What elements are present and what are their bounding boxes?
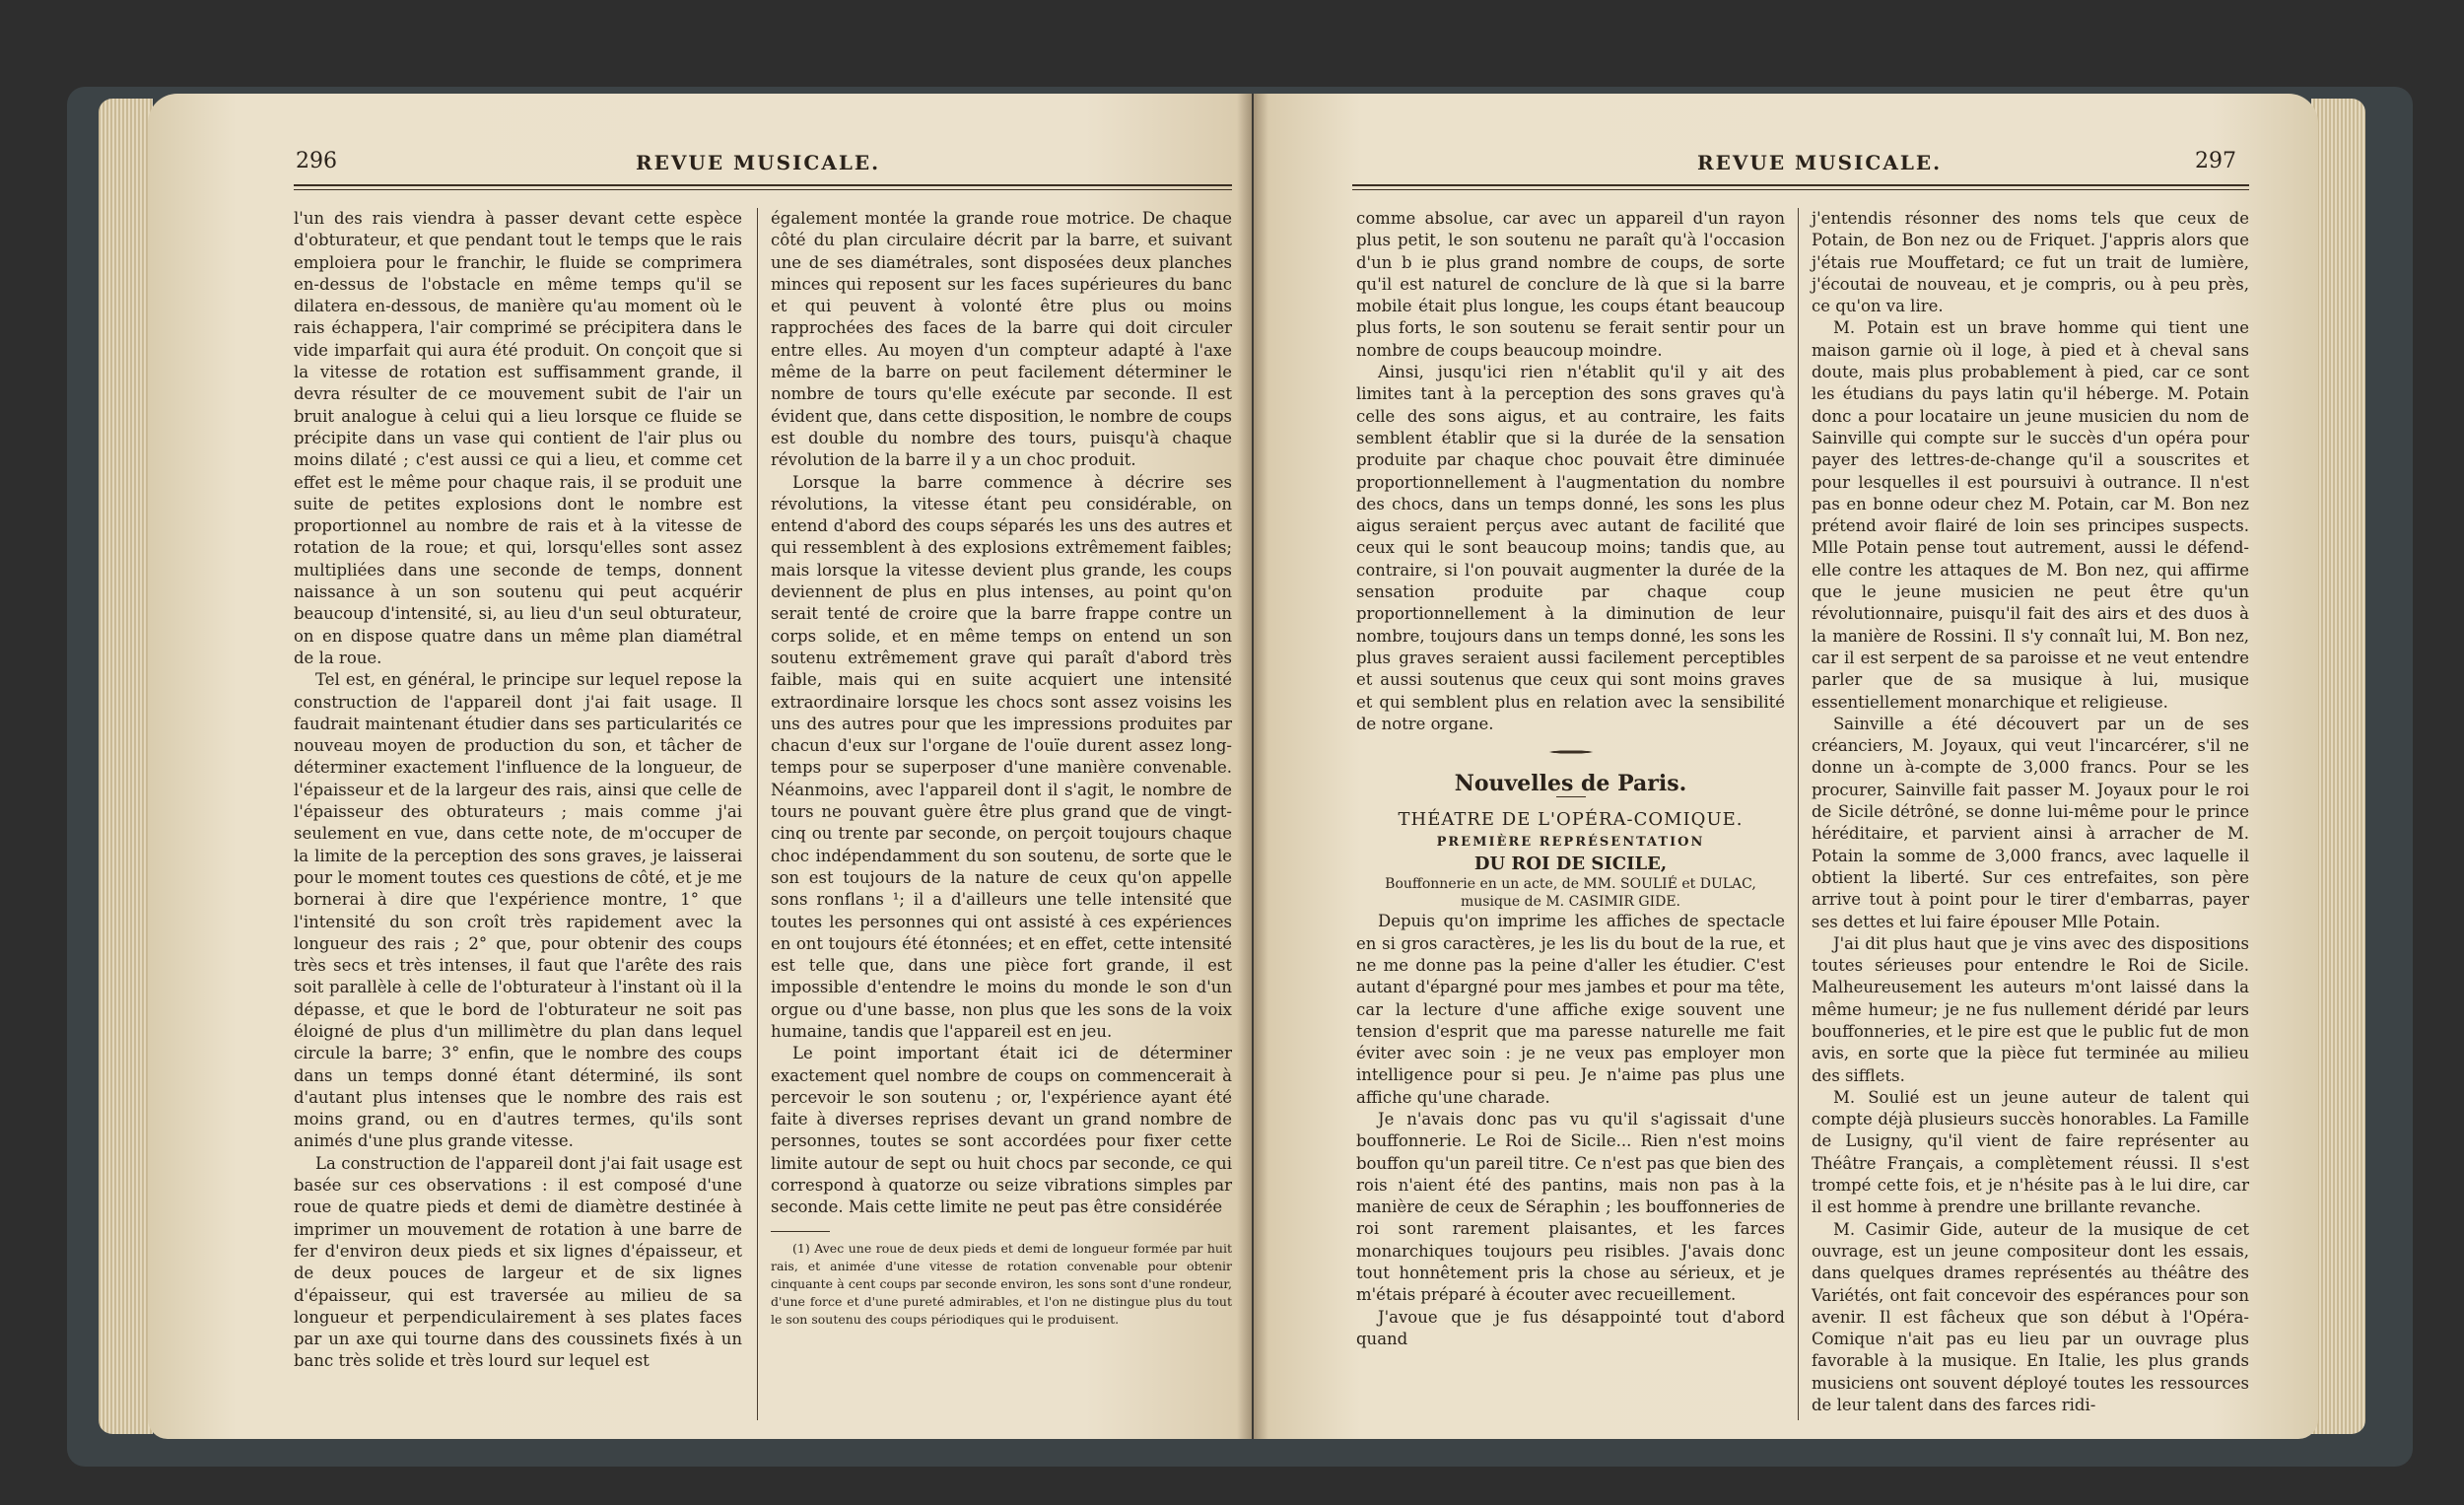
- running-head: REVUE MUSICALE.: [636, 151, 881, 174]
- running-head: REVUE MUSICALE.: [1697, 151, 1943, 174]
- paragraph: comme absolue, car avec un appareil d'un rayon plus petit, le son soutenu ne paraît qu'à l'occasion d'un b ie plus grand nombre de coups, de sorte qu'il est naturel de conclure de là que si la barre mobile était plus longue, les coups étant beaucoup plus forts, le son soutenu se ferait sentir pour un nombre de coups beaucoup moindre.: [1356, 209, 1785, 360]
- paragraph: La construction de l'appareil dont j'ai fait usage est basée sur ces observations : il est composé d'une roue de quatre pieds et demi de diamètre destinée à imprimer un mouvement de rotation à une barre de fer d'environ deux pieds et six lignes d'épaisseur, et de deux pouces de largeur et de six lignes d'épaisseur, qui est traversée au milieu de sa longueur et perpendiculairement à ses plates faces par un axe qui tourne dans des coussinets fixés à un banc très solide et très lourd sur lequel est: [294, 1153, 742, 1371]
- paragraph: Tel est, en général, le principe sur lequel repose la construction de l'appareil dont j'ai fait usage. Il faudrait maintenant étudier dans ses particularités ce nouveau moyen de production du son, et tâcher de déterminer exactement l'influence de la longueur, de l'épaisseur et de la largeur des rais, ainsi que celle de l'épaisseur des obturateurs ; mais comme j'ai seulement en vue, dans cette note, de m'occuper de la limite de la perception des sons graves, je laisserai pour le moment toutes ces questions de côté, et je me bornerai à dire que l'expérience montre, 1° que l'intensité du son croît très rapidement avec la longueur des rais ; 2° que, pour obtenir des coups très secs et très intenses, il faut que l'arête des rais soit parallèle à celle de l'obturateur à l'instant où il la dépasse, et que le bord de l'obturateur ne soit pas éloigné de plus d'un millimètre du plan dans lequel circule la barre; 3° enfin, que le nombre des coups dans un temps donné étant déterminé, ils sont d'autant plus intenses que le nombre des rais est moins grand, ou en d'autres termes, qu'ils sont animés d'une plus grande vitesse.: [294, 670, 742, 1151]
- column-divider: [1798, 208, 1799, 1420]
- paragraph: Le point important était ici de déterminer exactement quel nombre de coups on commencerait à percevoir le son soutenu ; or, l'expérience ayant été faite à diverses reprises devant un grand nombre de personnes, toutes se sont accordées pour fixer cette limite autour de sept ou huit chocs par seconde, ce qui correspond à quatorze ou seize vibrations simples par seconde. Mais cette limite ne peut pas être considérée: [771, 1044, 1232, 1217]
- paragraph: l'un des rais viendra à passer devant cette espèce d'obturateur, et que pendant tout le temps que le rais emploiera pour le franchir, le fluide se comprimera en-dessus de l'obstacle en même temps qu'il se dilatera en-dessous, de manière qu'au moment où le rais échappera, l'air comprimé se précipitera dans le vide imparfait qui aura été produit. On conçoit que si la vitesse de rotation est suffisamment grande, il devra résulter de ce mouvement subit de l'air un bruit analogue à celui qui a lieu lorsque ce fluide se précipite dans un vase qui contient de l'air plus ou moins dilaté ; c'est aussi ce qui a lieu, et comme cet effet est le même pour chaque rais, il se produit une suite de petites explosions dont le nombre est proportionnel au nombre de rais et à la vitesse de rotation de la roue; et qui, lorsqu'elles sont assez multipliées dans une seconde de temps, donnent naissance à un son soutenu qui peut acquérir beaucoup d'intensité, si, au lieu d'un seul obturateur, on en dispose quatre dans un même plan diamétral de la roue.: [294, 209, 742, 667]
- left-page: [148, 94, 1252, 1439]
- paragraph: Lorsque la barre commence à décrire ses révolutions, la vitesse étant peu considérable, on entend d'abord des coups séparés les uns des autres et qui ressemblent à des explosions extrêmement faibles; mais lorsque la vitesse devient plus grande, les coups deviennent de plus en plus intenses, au point qu'on serait tenté de croire que la barre frappe contre un corps solide, et en même temps on entend un son soutenu extrêmement grave qui paraît d'abord très faible, mais qui en suite acquiert une intensité extraordinaire lorsque les chocs sont assez voisins les uns des autres pour que les impressions produites par chacun d'eux sur l'organe de l'ouïe durent assez long-temps pour se superposer d'une manière convenable. Néanmoins, avec l'appareil dont il s'agit, le nombre de tours ne pouvant guère être plus grand que de vingt-cinq ou trente par seconde, on perçoit toujours chaque choc indépendamment du son soutenu, de sorte que le son est toujours de la nature de ceux qu'on appelle sons ronflans ¹; il a d'ailleurs une telle intensité que toutes les personnes qui ont assisté à ces expériences en ont toujours été étonnées; et en effet, cette intensité est telle que, dans une pièce fort grande, il est impossible d'entendre le moins du monde le son d'un orgue ou d'une basse, non plus que les sons de la voix humaine, tandis que l'appareil est en jeu.: [771, 472, 1232, 1041]
- book-gutter: [1237, 94, 1268, 1439]
- paragraph: également montée la grande roue motrice. De chaque côté du plan circulaire décrit par la barre, et suivant une de ses diamétrales, sont disposées deux planches minces qui reposent sur les faces supérieures du banc et qui peuvent à volonté être plus ou moins rapprochées des faces de la barre qui doit circuler entre elles. Au moyen d'un compteur adapté à l'axe même de la barre on peut facilement déterminer le nombre de tours qu'elle exécute par seconde. Il est évident que, dans cette disposition, le nombre de coups est double du nombre des tours, puisqu'à chaque révolution de la barre il y a un choc produit.: [771, 209, 1232, 470]
- text-column-2: [1812, 208, 2249, 1416]
- section-title: Nouvelles de Paris.: [1454, 771, 1687, 797]
- play-credit: Bouffonnerie en un acte, de MM. SOULIÉ et DULAC, musique de M. CASIMIR GIDE.: [1385, 876, 1756, 911]
- footnote: (1) Avec une roue de deux pieds et demi de longueur formée par huit rais, et animée d'une vitesse de rotation convenable pour obtenir cinquante à cent coups par seconde environ, les sons sont d'une rondeur, d'une force et d'une pureté admirables, et l'on ne distingue plus du tout le son soutenu des coups périodiques qui le produisent.: [771, 1240, 1232, 1327]
- page-number: 296: [296, 149, 337, 173]
- theatre-heading: THÉATRE DE L'OPÉRA-COMIQUE.: [1398, 809, 1744, 831]
- text-column-1: [294, 208, 742, 1373]
- paragraph: Sainville a été découvert par un de ses créanciers, M. Joyaux, qui veut l'incarcérer, s'il ne donne un à-compte de 3,000 francs. Pour se les procurer, Sainville fait passer M. Joyaux pour le roi de Sicile détrôné, se donne lui-même pour le prince héréditaire, et parvient ainsi à arracher de M. Potain la somme de 3,000 francs, avec laquelle il obtient la liberté. Sur ces entrefaites, son père arrive tout à point pour le tirer d'embarras, payer ses dettes et lui faire épouser Mlle Potain.: [1812, 714, 2249, 931]
- paragraph: J'avoue que je fus désappointé tout d'abord quand: [1356, 1307, 1785, 1348]
- paragraph: M. Potain est un brave homme qui tient une maison garnie où il loge, à pied et à cheval sans doute, mais plus probablement à pied, car ce sont les étudians du pays latin qu'il héberge. M. Potain donc a pour locataire un jeune musicien du nom de Sainville qui compte sur le succès d'un opéra pour payer des lettres-de-change qu'il a souscrites et pour lesquelles il est poursuivi à outrance. Il n'est pas en bonne odeur chez M. Potain, car M. Bon nez prétend avoir flairé de loin ses principes suspects. Mlle Potain pense tout autrement, aussi le défend-elle contre les attaques de M. Bon nez, qui affirme que le jeune musicien ne peut être qu'un révolutionnaire, puisqu'il fait des airs et des duos à la manière de Rossini. Il s'y connaît lui, M. Bon nez, car il est serpent de sa paroisse et ne veut entendre parler que de sa musique à lui, musique essentiellement monarchique et religieuse.: [1812, 318, 2249, 712]
- paragraph: Ainsi, jusqu'ici rien n'établit qu'il y ait des limites tant à la perception des sons graves qu'à celle des sons aigus, et au contraire, les faits semblent établir que si la durée de la sensation produite par chaque choc pouvait être diminuée proportionnellement à l'augmentation du nombre des chocs, dans un temps donné, les sons les plus aigus seraient perçus avec autant de facilité que ceux qui le sont beaucoup moins; tandis que, au contraire, si l'on pouvait augmenter la durée de la sensation produite par chaque coup proportionnellement à la diminution de leur nombre, toujours dans un temps donné, les sons les plus graves seraient aussi facilement perceptibles et aussi soutenus que ceux qui sont moins graves et qui semblent plus en relation avec la sensibilité de notre organe.: [1356, 363, 1785, 733]
- left-page-edges: [99, 99, 153, 1434]
- text-column-1: [1356, 208, 1785, 1350]
- footnote-rule: [771, 1231, 830, 1232]
- premiere-label: PREMIÈRE REPRÉSENTATION: [1436, 834, 1705, 850]
- paragraph: Depuis qu'on imprime les affiches de spectacle en si gros caractères, je les lis du bout de la rue, et ne me donne pas la peine d'aller les étudier. C'est autant d'épargné pour mes jambes et pour ma tête, car la lecture d'une affiche exige souvent une tension d'esprit que ma paresse naturelle me fait éviter avec soin : je ne veux pas employer mon intelligence pour si peu. Je n'aime pas plus une affiche qu'une charade.: [1356, 912, 1785, 1107]
- paragraph: M. Casimir Gide, auteur de la musique de cet ouvrage, est un jeune compositeur dont les essais, dans quelques drames représentés au théâtre des Variétés, ont fait concevoir des espérances pour son avenir. Il est fâcheux que son début à l'Opéra-Comique n'ait pas eu lieu par un ouvrage plus favorable à la musique. En Italie, les plus grands musiciens ont souvent déployé toutes les ressources de leur talent dans des farces ridi-: [1812, 1219, 2249, 1415]
- section-rule: [1556, 796, 1586, 797]
- column-divider: [757, 208, 758, 1420]
- play-title: DU ROI DE SICILE,: [1473, 854, 1668, 875]
- paragraph: j'entendis résonner des noms tels que ceux de Potain, de Bon nez ou de Friquet. J'appris alors que j'étais rue Mouffetard; ce fut un trait de lumière, j'écoutai de nouveau, et je compris, ou à peu près, ce qu'on va lire.: [1812, 209, 2249, 316]
- header-rule: [294, 184, 1232, 190]
- right-page: [1254, 94, 2318, 1439]
- paragraph: M. Soulié est un jeune auteur de talent qui compte déjà plusieurs succès honorables. La Famille de Lusigny, qu'il vient de faire représenter au Théâtre Français, a complètement réussi. Il s'est trompé cette fois, et je n'hésite pas à le lui dire, car il est homme à prendre une brillante revanche.: [1812, 1087, 2249, 1217]
- paragraph: Je n'avais donc pas vu qu'il s'agissait d'une bouffonnerie. Le Roi de Sicile... Rien n'est moins bouffon qu'un pareil titre. Ce n'est pas que bien des rois n'aient été des pantins, mais non pas à la manière de ceux de Séraphin ; les bouffonneries de roi sont rarement plaisantes, et les farces monarchiques toujours peu risibles. J'avais donc tout honnêtement pris la chose au sérieux, et je m'étais préparé à écouter avec recueillement.: [1356, 1109, 1785, 1305]
- header-rule: [1352, 184, 2249, 190]
- paragraph: J'ai dit plus haut que je vins avec des dispositions toutes sérieuses pour entendre le Roi de Sicile. Malheureusement les auteurs m'ont laissé dans la même humeur; je ne fus nullement déridé par leurs bouffonneries, et le pire est que le public fut de mon avis, en sorte que la pièce fut terminée au milieu des sifflets.: [1812, 933, 2249, 1085]
- page-number: 297: [2195, 149, 2236, 173]
- right-page-edges: [2311, 99, 2365, 1434]
- text-column-2: [771, 208, 1232, 1329]
- ornament-divider: [1532, 749, 1610, 755]
